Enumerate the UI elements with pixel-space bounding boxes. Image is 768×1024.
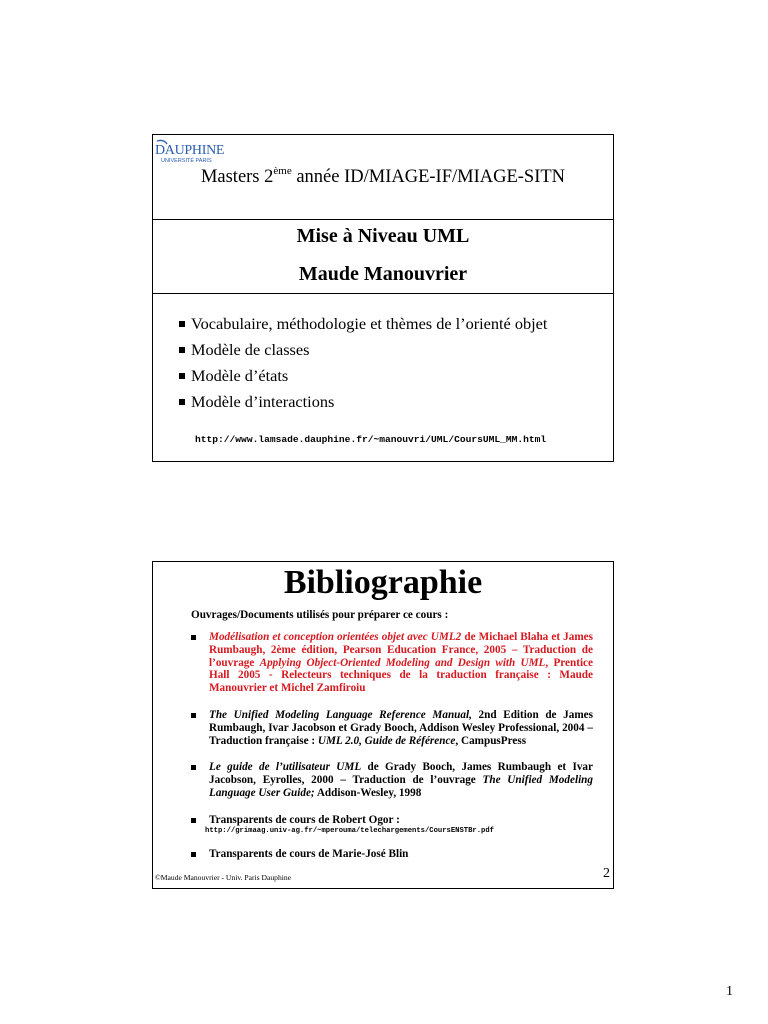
copyright-footer: ©Maude Manouvrier - Univ. Paris Dauphine: [155, 873, 292, 882]
slide-header: [153, 135, 613, 220]
bullet-square-icon: [179, 347, 185, 353]
title-slide: [152, 134, 614, 462]
bibliography-intro: Ouvrages/Documents utilisés pour préparer ce cours :: [191, 609, 449, 621]
list-item: Le guide de l’utilisateur UML de Grady Booch, James Rumbaugh et Ivar Jacobson, Eyrolles, 2000 – Traduction de l’ouvrage The Unified Modeling Language User Guide; Addison-Wesley, 1998: [189, 761, 593, 799]
page-number: 1: [726, 984, 733, 999]
bullet-square-icon: [179, 373, 185, 379]
bullet-square-icon: [191, 635, 196, 640]
list-item: Transparents de cours de Robert Ogor : http://grimaag.univ-ag.fr/~mperouma/telechargements/CoursENSTBr.pdf: [189, 814, 593, 836]
list-item: Modélisation et conception orientées objet avec UML2 de Michael Blaha et James Rumbaugh, 2ème édition, Pearson Education France, 2005 – Traduction de l’ouvrage Applying Object-Oriented Modeling and Design with UML, Prentice Hall 2005 - Relecteurs techniques de la traduction française : Maude Manouvrier et Michel Zamfiroiu: [189, 631, 593, 695]
course-url-link[interactable]: http://www.lamsade.dauphine.fr/~manouvri/UML/CoursUML_MM.html: [195, 434, 547, 445]
logo-text: DAUPHINE: [155, 143, 225, 158]
list-item: Transparents de cours de Marie-José Blin: [189, 848, 593, 861]
bibliography-slide: [152, 561, 614, 889]
author-name: Maude Manouvrier: [298, 263, 468, 285]
bullet-square-icon: [179, 399, 185, 405]
topic-list: [179, 311, 547, 415]
ogor-slides-link[interactable]: http://grimaag.univ-ag.fr/~mperouma/telechargements/CoursENSTBr.pdf: [205, 826, 494, 835]
bibliography-list: [189, 631, 593, 860]
bullet-square-icon: [191, 713, 196, 718]
bullet-square-icon: [179, 321, 185, 327]
slide-title: Mise à Niveau UML: [296, 225, 470, 247]
list-item: The Unified Modeling Language Reference Manual, 2nd Edition de James Rumbaugh, Ivar Jacobson et Grady Booch, Addison Wesley Professional, 2004 – Traduction française : UML 2.0, Guide de Référence, CampusPress: [189, 709, 593, 747]
list-item: Modèle d’interactions: [179, 389, 547, 415]
slide-number: 2: [603, 866, 610, 881]
bullet-square-icon: [191, 852, 196, 857]
dauphine-logo-icon: [155, 138, 231, 169]
logo-subtext: UNIVERSITÉ PARIS: [161, 158, 212, 164]
course-subtitle: Masters 2ème année ID/MIAGE-IF/MIAGE-SITN: [200, 165, 566, 187]
slide-title: Bibliographie: [283, 564, 483, 601]
bullet-square-icon: [191, 818, 196, 823]
list-item: Modèle de classes: [179, 337, 547, 363]
title-block: [153, 219, 613, 294]
list-item: Modèle d’états: [179, 363, 547, 389]
list-item: Vocabulaire, méthodologie et thèmes de l’orienté objet: [179, 311, 547, 337]
bullet-square-icon: [191, 765, 196, 770]
